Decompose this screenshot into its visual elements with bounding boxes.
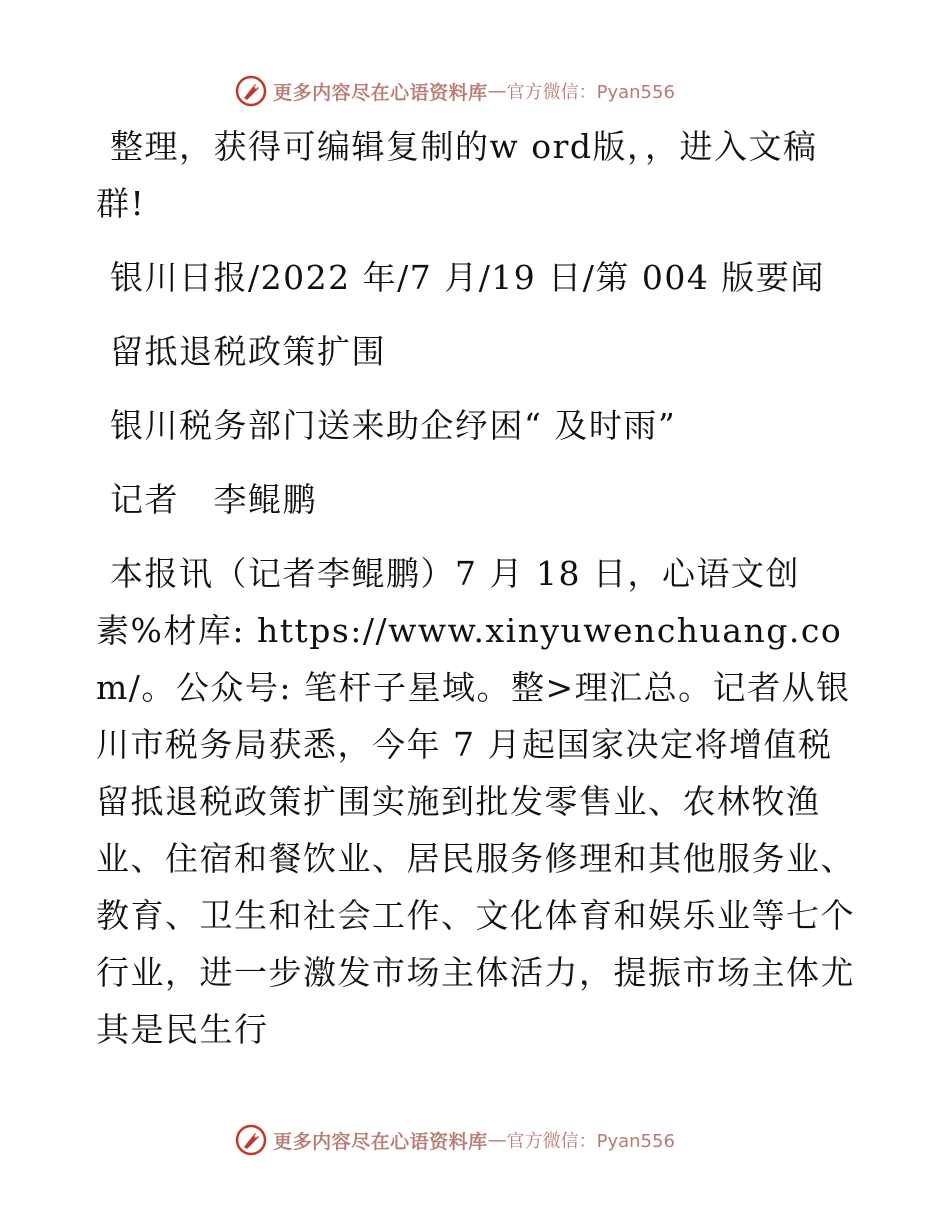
footer-banner [0, 1120, 950, 1160]
headline: 留抵退税政策扩围 [110, 332, 386, 371]
banner-separator: — [487, 80, 507, 102]
header-banner [0, 71, 950, 111]
pen-nib-logo-icon [235, 1124, 267, 1156]
intro-paragraph: 整理，获得可编辑复制的w ord版，，进入文稿群! [96, 127, 818, 223]
banner-wechat-text: 官方微信：Pyan556 [506, 82, 675, 103]
document-body [96, 118, 856, 1058]
pen-nib-logo-icon [235, 75, 267, 107]
body-paragraph: 本报讯（记者李鲲鹏）7 月 18 日，心语文创素%材库: https://www.xinyuwenchuang.com/。公众号: 笔杆子星域。整>理汇总。记者从银川市税务局获悉，今年 7 月起国家决定将增值税留抵退税政策扩围实施到批发零售业、农林牧渔业、住宿和餐饮业、居民服务修理和其他服务业、教育、卫生和社会工作、文化体育和娱乐业等七个行业，进一步激发市场主体活力，提振市场主体尤其是民生行 [96, 554, 855, 1049]
subheadline: 银川税务部门送来助企纾困“ 及时雨” [110, 406, 677, 445]
banner-separator: — [487, 1129, 507, 1151]
banner-wechat-text: 官方微信：Pyan556 [506, 1131, 675, 1152]
source-line: 银川日报/2022 年/7 月/19 日/第 004 版要闻 [110, 258, 825, 297]
banner-main-text: 更多内容尽在心语资料库 [273, 81, 488, 104]
byline: 记者 李鲲鹏 [110, 480, 317, 519]
banner-main-text: 更多内容尽在心语资料库 [273, 1130, 488, 1153]
